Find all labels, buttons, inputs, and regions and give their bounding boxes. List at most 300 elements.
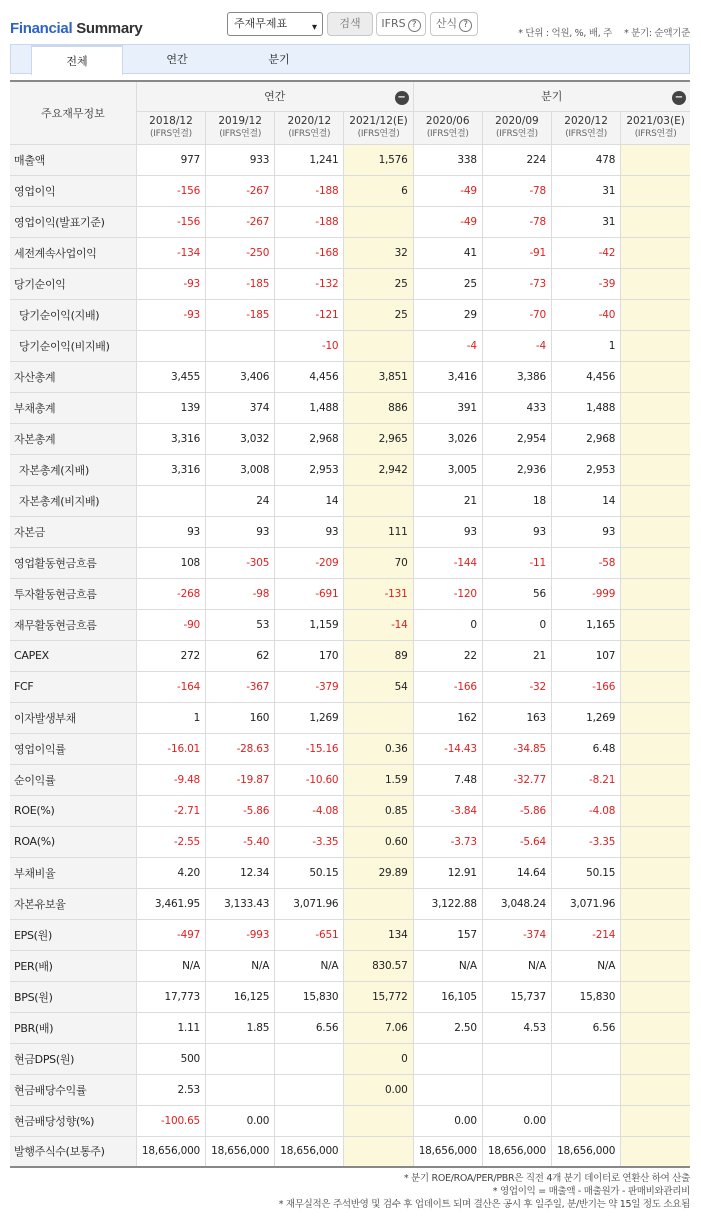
table-cell: 16,105 (413, 981, 482, 1012)
row-label: FCF (10, 671, 136, 702)
table-cell (413, 1074, 482, 1105)
table-row (10, 206, 690, 237)
table-cell: 4.20 (136, 857, 205, 888)
table-cell: -3.84 (413, 795, 482, 826)
table-cell: 886 (344, 392, 413, 423)
table-cell: 3,133.43 (206, 888, 275, 919)
table-cell: -999 (552, 578, 621, 609)
table-row (10, 671, 690, 702)
table-cell: 14 (275, 485, 344, 516)
table-cell: -367 (206, 671, 275, 702)
row-label: 영업활동현금흐름 (10, 547, 136, 578)
table-cell: 18,656,000 (552, 1136, 621, 1167)
table-cell (621, 702, 690, 733)
table-cell (621, 206, 690, 237)
table-cell (344, 702, 413, 733)
table-cell: 111 (344, 516, 413, 547)
table-cell: 0.36 (344, 733, 413, 764)
table-cell: 2,936 (482, 454, 551, 485)
column-header (206, 111, 275, 144)
table-cell: 933 (206, 144, 275, 175)
table-cell: 17,773 (136, 981, 205, 1012)
table-cell: 2,942 (344, 454, 413, 485)
financial-summary-table (10, 80, 690, 1168)
table-cell: 1.85 (206, 1012, 275, 1043)
table-cell: 1,159 (275, 609, 344, 640)
table-cell: 478 (552, 144, 621, 175)
table-cell: 93 (136, 516, 205, 547)
table-row (10, 950, 690, 981)
table-cell: -132 (275, 268, 344, 299)
table-cell (482, 1074, 551, 1105)
table-cell: 2,965 (344, 423, 413, 454)
table-row (10, 299, 690, 330)
table-cell: -78 (482, 175, 551, 206)
table-cell: 433 (482, 392, 551, 423)
period-tabs (10, 44, 690, 74)
table-cell: 31 (552, 175, 621, 206)
table-cell: 18,656,000 (275, 1136, 344, 1167)
table-cell (344, 1105, 413, 1136)
table-cell (621, 826, 690, 857)
table-cell: -156 (136, 206, 205, 237)
row-label: 이자발생부채 (10, 702, 136, 733)
table-cell: 2,953 (552, 454, 621, 485)
row-label: 당기순이익 (10, 268, 136, 299)
row-label: 자본총계(지배) (10, 454, 136, 485)
table-cell: -32.77 (482, 764, 551, 795)
column-period: 2019/12 (218, 114, 262, 127)
table-cell: 3,071.96 (552, 888, 621, 919)
table-cell: 1 (136, 702, 205, 733)
table-cell: 108 (136, 547, 205, 578)
table-cell: 29.89 (344, 857, 413, 888)
table-row (10, 423, 690, 454)
table-cell: -73 (482, 268, 551, 299)
row-label: 자본총계 (10, 423, 136, 454)
column-accounting-basis: (IFRS연결) (565, 128, 607, 139)
table-cell (621, 640, 690, 671)
table-cell: -10 (275, 330, 344, 361)
title-summary: Summary (76, 20, 143, 37)
table-cell (621, 361, 690, 392)
table-cell: 134 (344, 919, 413, 950)
table-row (10, 578, 690, 609)
table-cell: 1.11 (136, 1012, 205, 1043)
column-header (482, 111, 551, 144)
table-cell (621, 764, 690, 795)
table-cell: 6 (344, 175, 413, 206)
table-cell: 70 (344, 547, 413, 578)
table-cell (621, 733, 690, 764)
table-cell: 4.53 (482, 1012, 551, 1043)
row-label: ROE(%) (10, 795, 136, 826)
column-header (344, 111, 413, 144)
table-cell (552, 1105, 621, 1136)
row-label: 현금배당성향(%) (10, 1105, 136, 1136)
table-cell: -90 (136, 609, 205, 640)
row-label: PER(배) (10, 950, 136, 981)
tab-quarter[interactable]: 분기 (268, 53, 290, 66)
table-cell: -497 (136, 919, 205, 950)
column-period: 2021/12(E) (349, 114, 408, 127)
table-cell (621, 609, 690, 640)
table-cell: 1,488 (275, 392, 344, 423)
table-cell (621, 1105, 690, 1136)
quarter-group-label: 분기 (541, 90, 563, 104)
table-cell (206, 1074, 275, 1105)
table-cell: 500 (136, 1043, 205, 1074)
table-cell: 2.53 (136, 1074, 205, 1105)
table-cell: -3.35 (275, 826, 344, 857)
table-cell (552, 1043, 621, 1074)
row-label: 영업이익(발표기준) (10, 206, 136, 237)
row-label: 투자활동현금흐름 (10, 578, 136, 609)
table-row (10, 1043, 690, 1074)
table-cell: 3,005 (413, 454, 482, 485)
row-label: 현금배당수익률 (10, 1074, 136, 1105)
table-cell: -166 (552, 671, 621, 702)
table-cell: -93 (136, 299, 205, 330)
table-cell: N/A (275, 950, 344, 981)
row-label: 부채총계 (10, 392, 136, 423)
table-cell (621, 578, 690, 609)
table-cell: -78 (482, 206, 551, 237)
table-cell: 0.00 (344, 1074, 413, 1105)
tab-all[interactable]: 전체 (31, 45, 123, 75)
table-row (10, 764, 690, 795)
formula-help-button[interactable] (430, 12, 478, 36)
row-label: 영업이익 (10, 175, 136, 206)
table-cell: 18,656,000 (206, 1136, 275, 1167)
table-cell: 7.06 (344, 1012, 413, 1043)
table-cell (344, 485, 413, 516)
table-cell: -374 (482, 919, 551, 950)
table-cell (621, 795, 690, 826)
table-cell (621, 888, 690, 919)
table-cell: 3,406 (206, 361, 275, 392)
table-cell: 15,737 (482, 981, 551, 1012)
table-cell: 3,851 (344, 361, 413, 392)
table-cell: 0.00 (482, 1105, 551, 1136)
table-cell: 160 (206, 702, 275, 733)
table-row (10, 454, 690, 485)
table-cell: -185 (206, 299, 275, 330)
annual-group-label: 연간 (264, 90, 286, 104)
table-cell: -16.01 (136, 733, 205, 764)
row-label: EPS(원) (10, 919, 136, 950)
table-cell (206, 1043, 275, 1074)
row-label: 현금DPS(원) (10, 1043, 136, 1074)
column-accounting-basis: (IFRS연결) (357, 128, 400, 139)
table-cell: -49 (413, 206, 482, 237)
table-cell (413, 1043, 482, 1074)
table-cell: -379 (275, 671, 344, 702)
table-cell: -2.55 (136, 826, 205, 857)
table-cell: 1 (552, 330, 621, 361)
table-cell: 977 (136, 144, 205, 175)
table-cell: 2,953 (275, 454, 344, 485)
table-cell: 29 (413, 299, 482, 330)
row-label: 매출액 (10, 144, 136, 175)
table-cell: 24 (206, 485, 275, 516)
column-header (552, 111, 621, 144)
table-cell: -651 (275, 919, 344, 950)
table-cell: 6.56 (275, 1012, 344, 1043)
table-cell: N/A (482, 950, 551, 981)
table-cell: 170 (275, 640, 344, 671)
table-cell: 25 (344, 268, 413, 299)
help-icon: ? (408, 19, 421, 32)
table-cell: 0 (413, 609, 482, 640)
table-cell: 272 (136, 640, 205, 671)
table-cell: 6.48 (552, 733, 621, 764)
table-row (10, 485, 690, 516)
column-period: 2018/12 (149, 114, 193, 127)
table-cell: 15,830 (275, 981, 344, 1012)
chevron-down-icon: ▾ (311, 22, 317, 33)
row-label: BPS(원) (10, 981, 136, 1012)
table-cell (621, 454, 690, 485)
collapse-annual-icon[interactable]: − (395, 91, 409, 105)
table-cell (136, 330, 205, 361)
table-cell: 22 (413, 640, 482, 671)
table-cell: -49 (413, 175, 482, 206)
table-cell: 16,125 (206, 981, 275, 1012)
table-cell: -2.71 (136, 795, 205, 826)
title-financial: Financial (10, 20, 73, 37)
table-cell (621, 330, 690, 361)
table-cell: -164 (136, 671, 205, 702)
table-cell (344, 1136, 413, 1167)
table-cell: -91 (482, 237, 551, 268)
table-cell: -11 (482, 547, 551, 578)
table-cell (621, 423, 690, 454)
footnote: * 영업이익 = 매출액 - 매출원가 - 판매비와관리비 (492, 1186, 690, 1197)
table-row (10, 888, 690, 919)
table-cell: 6.56 (552, 1012, 621, 1043)
column-accounting-basis: (IFRS연결) (219, 128, 262, 139)
table-cell: 3,316 (136, 454, 205, 485)
table-cell: -19.87 (206, 764, 275, 795)
table-row (10, 392, 690, 423)
table-row (10, 640, 690, 671)
table-cell: -691 (275, 578, 344, 609)
table-cell: -39 (552, 268, 621, 299)
table-cell (482, 1043, 551, 1074)
table-cell: -100.65 (136, 1105, 205, 1136)
table-cell (621, 299, 690, 330)
column-header (136, 111, 205, 144)
table-cell: -134 (136, 237, 205, 268)
table-cell: 162 (413, 702, 482, 733)
table-cell: 107 (552, 640, 621, 671)
table-cell: N/A (552, 950, 621, 981)
table-cell: -214 (552, 919, 621, 950)
table-row (10, 175, 690, 206)
ifrs-help-button[interactable] (376, 12, 426, 36)
table-row (10, 361, 690, 392)
table-cell (621, 268, 690, 299)
table-cell: -3.73 (413, 826, 482, 857)
column-period: 2021/03(E) (626, 114, 685, 127)
table-row (10, 826, 690, 857)
table-row (10, 981, 690, 1012)
row-label: 부채비율 (10, 857, 136, 888)
table-cell: 41 (413, 237, 482, 268)
table-cell: 139 (136, 392, 205, 423)
table-cell: -250 (206, 237, 275, 268)
table-cell: 830.57 (344, 950, 413, 981)
table-cell: -8.21 (552, 764, 621, 795)
table-cell: 50.15 (275, 857, 344, 888)
table-cell (621, 857, 690, 888)
table-cell: 338 (413, 144, 482, 175)
table-cell: -4.08 (552, 795, 621, 826)
row-label: 당기순이익(비지배) (10, 330, 136, 361)
table-cell: 18 (482, 485, 551, 516)
row-label: 재무활동현금흐름 (10, 609, 136, 640)
table-cell (621, 392, 690, 423)
table-cell: 0 (482, 609, 551, 640)
table-cell: 3,048.24 (482, 888, 551, 919)
column-accounting-basis: (IFRS연결) (150, 128, 192, 139)
row-label: ROA(%) (10, 826, 136, 857)
table-cell: 157 (413, 919, 482, 950)
table-cell: -131 (344, 578, 413, 609)
table-row (10, 609, 690, 640)
table-cell: 93 (482, 516, 551, 547)
table-cell: 1,165 (552, 609, 621, 640)
table-cell: N/A (206, 950, 275, 981)
column-accounting-basis: (IFRS연결) (634, 128, 677, 139)
column-header (413, 111, 482, 144)
table-cell: -42 (552, 237, 621, 268)
table-cell: 1,269 (552, 702, 621, 733)
table-cell: -188 (275, 206, 344, 237)
table-row (10, 268, 690, 299)
statement-select-value: 주재무제표 (234, 17, 288, 30)
table-cell: 62 (206, 640, 275, 671)
table-cell (621, 237, 690, 268)
row-label: 순이익률 (10, 764, 136, 795)
table-cell: 3,122.88 (413, 888, 482, 919)
page-title (10, 20, 142, 37)
quarter-group-header (413, 81, 690, 111)
table-cell: 56 (482, 578, 551, 609)
footnotes (279, 1172, 690, 1211)
table-cell: 7.48 (413, 764, 482, 795)
table-cell: -166 (413, 671, 482, 702)
tab-annual[interactable]: 연간 (166, 53, 188, 66)
table-cell: -14.43 (413, 733, 482, 764)
table-cell (344, 330, 413, 361)
table-cell: N/A (136, 950, 205, 981)
row-label: 자본금 (10, 516, 136, 547)
table-cell (275, 1105, 344, 1136)
table-row (10, 330, 690, 361)
table-cell: -28.63 (206, 733, 275, 764)
header-bar (0, 0, 701, 44)
search-button[interactable]: 검색 (327, 12, 373, 36)
column-accounting-basis: (IFRS연결) (426, 128, 469, 139)
table-cell (621, 950, 690, 981)
table-cell: -32 (482, 671, 551, 702)
table-row (10, 702, 690, 733)
table-cell: 15,830 (552, 981, 621, 1012)
table-cell (621, 981, 690, 1012)
table-cell: 2,968 (552, 423, 621, 454)
collapse-quarter-icon[interactable]: − (672, 91, 686, 105)
table-cell: 54 (344, 671, 413, 702)
table-cell: 12.34 (206, 857, 275, 888)
table-cell: 391 (413, 392, 482, 423)
table-cell: 1,269 (275, 702, 344, 733)
formula-label: 산식 (435, 17, 458, 30)
table-cell: -10.60 (275, 764, 344, 795)
table-cell (621, 1074, 690, 1105)
table-cell: -168 (275, 237, 344, 268)
row-label: 자본총계(비지배) (10, 485, 136, 516)
table-cell: -267 (206, 175, 275, 206)
table-cell: -5.64 (482, 826, 551, 857)
table-cell (621, 516, 690, 547)
table-cell: -4.08 (275, 795, 344, 826)
table-cell: 0.00 (206, 1105, 275, 1136)
table-cell: 50.15 (552, 857, 621, 888)
table-row (10, 857, 690, 888)
table-cell: 1,241 (275, 144, 344, 175)
table-cell (621, 1012, 690, 1043)
column-period: 2020/12 (564, 114, 608, 127)
table-cell: 53 (206, 609, 275, 640)
footnote: * 분기 ROE/ROA/PER/PBR은 직전 4개 분기 데이터로 연환산 하여 산출 (403, 1173, 690, 1184)
table-cell: -120 (413, 578, 482, 609)
table-cell: 15,772 (344, 981, 413, 1012)
table-cell: 14 (552, 485, 621, 516)
table-cell: 32 (344, 237, 413, 268)
table-row (10, 1012, 690, 1043)
table-cell: 0.60 (344, 826, 413, 857)
table-cell: -5.40 (206, 826, 275, 857)
table-cell: 1,488 (552, 392, 621, 423)
table-cell: 2,968 (275, 423, 344, 454)
row-label: 세전계속사업이익 (10, 237, 136, 268)
table-row (10, 237, 690, 268)
table-cell: -3.35 (552, 826, 621, 857)
row-label: 자본유보율 (10, 888, 136, 919)
table-cell: 18,656,000 (136, 1136, 205, 1167)
table-cell: 3,316 (136, 423, 205, 454)
table-cell: 224 (482, 144, 551, 175)
table-cell: 3,008 (206, 454, 275, 485)
table-cell: -70 (482, 299, 551, 330)
row-label: 자산총계 (10, 361, 136, 392)
table-cell: -5.86 (206, 795, 275, 826)
table-cell: -209 (275, 547, 344, 578)
table-cell: -40 (552, 299, 621, 330)
table-cell: 0.85 (344, 795, 413, 826)
table-cell: 3,461.95 (136, 888, 205, 919)
table-cell: 374 (206, 392, 275, 423)
table-cell: N/A (413, 950, 482, 981)
ifrs-label: IFRS (381, 17, 406, 30)
table-row (10, 1136, 690, 1167)
column-accounting-basis: (IFRS연결) (288, 128, 331, 139)
table-cell (621, 671, 690, 702)
statement-select[interactable] (227, 12, 323, 36)
table-row (10, 1105, 690, 1136)
